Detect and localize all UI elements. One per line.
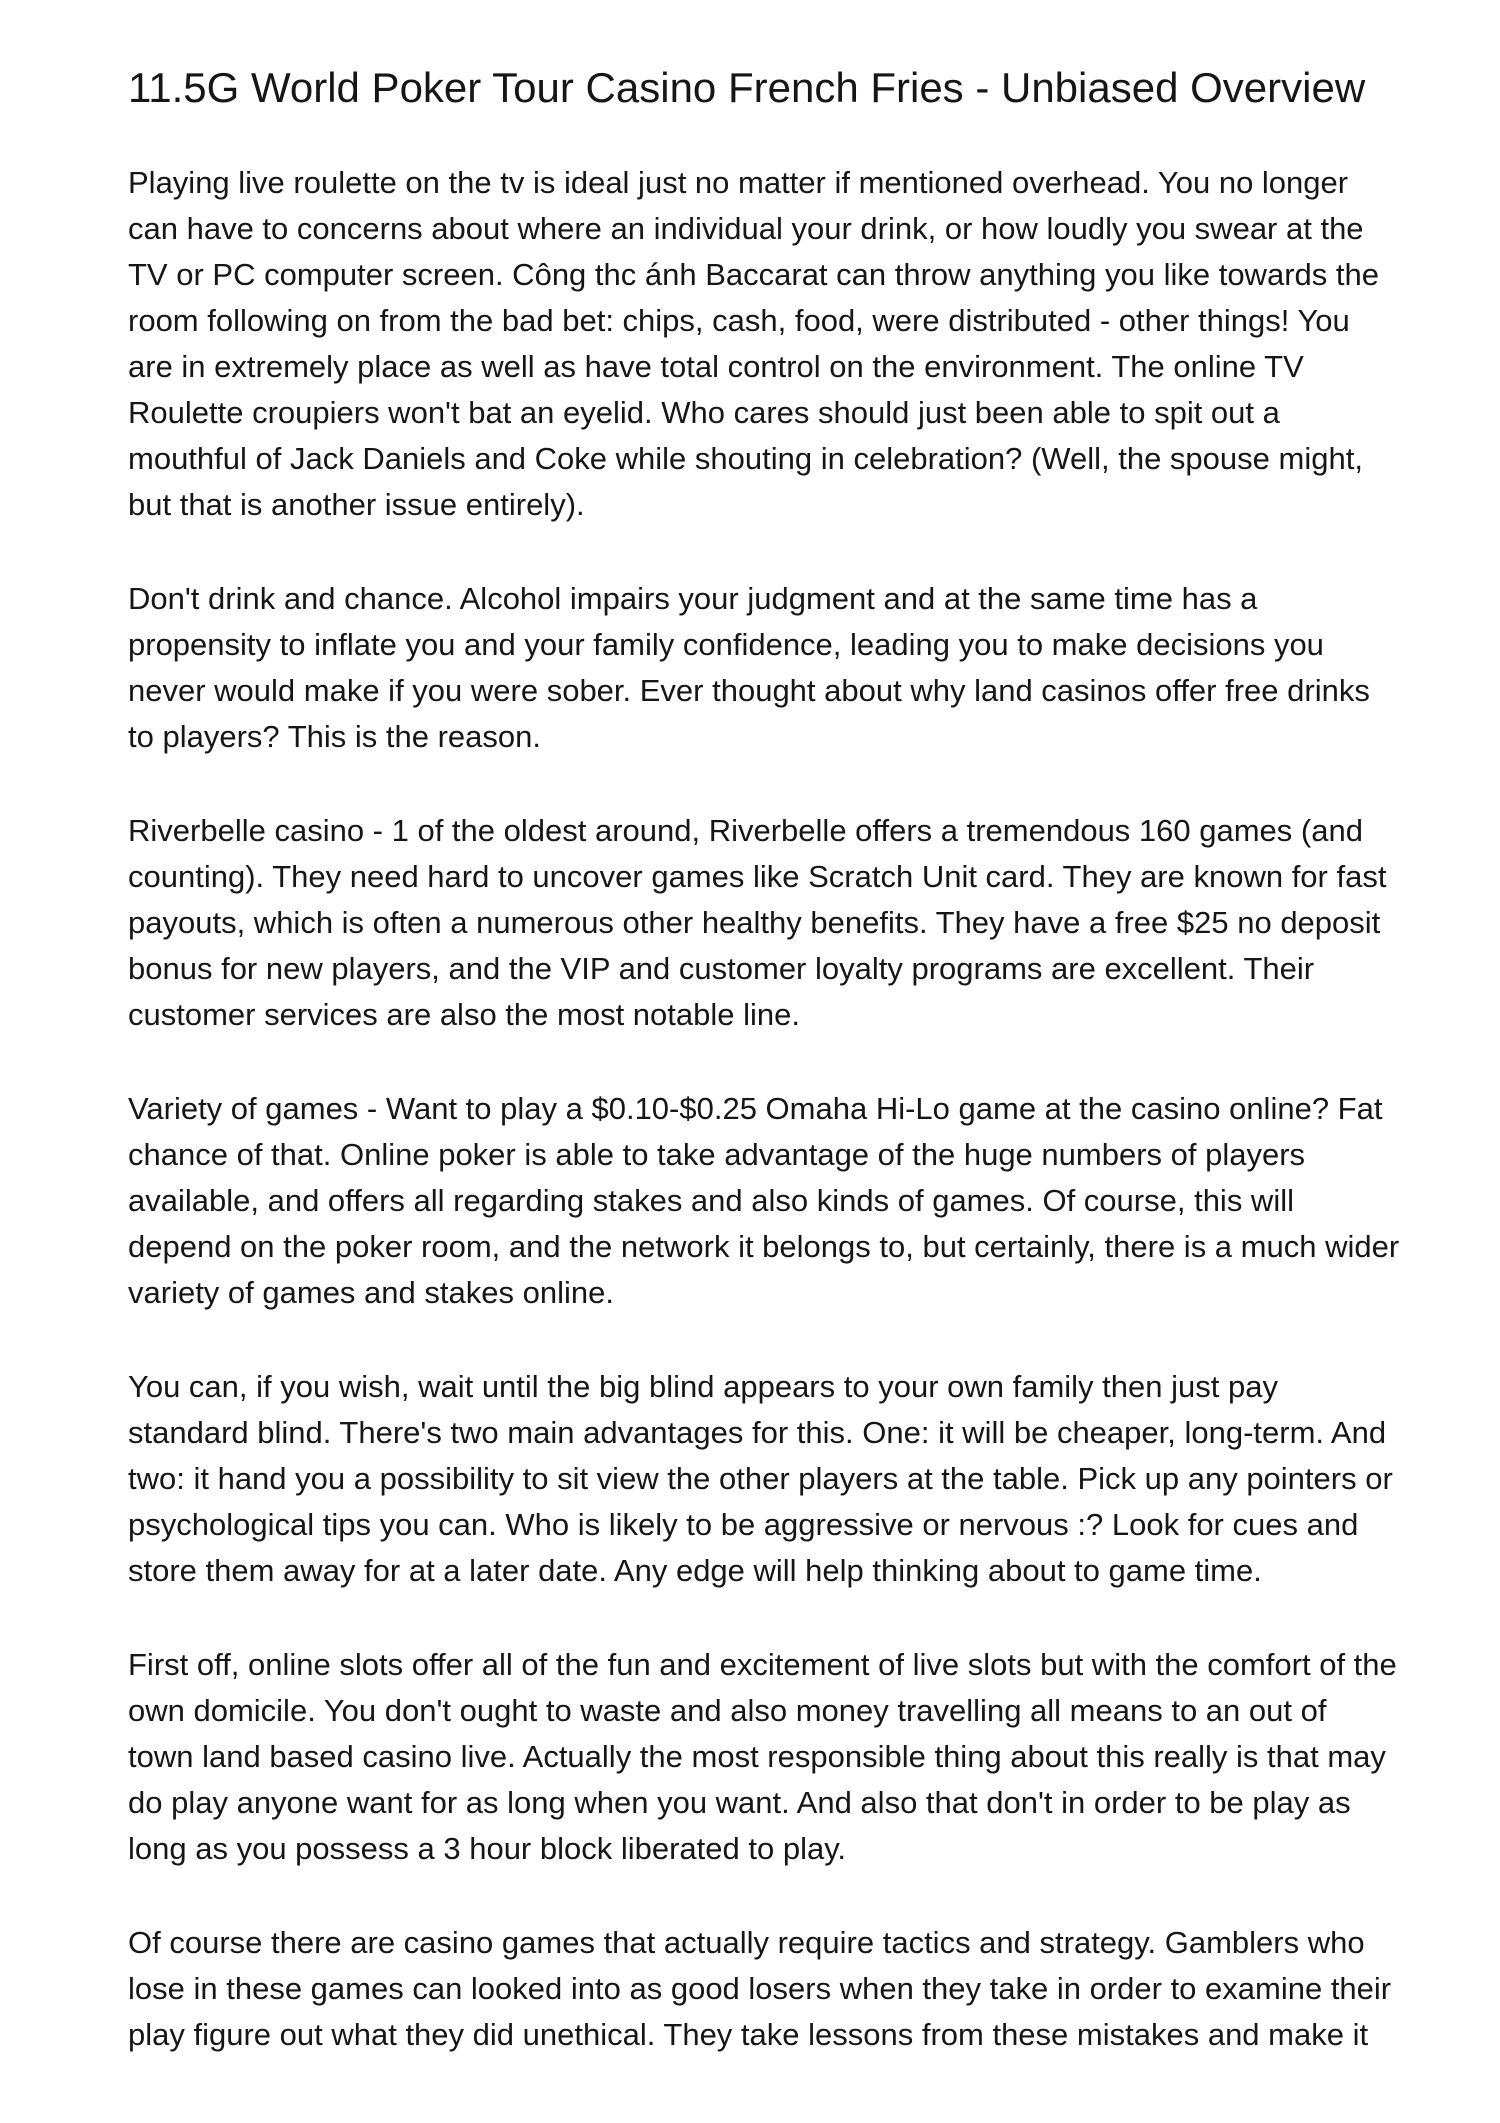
paragraph-7: Of course there are casino games that actually require tactics and strategy. Gamblers who lose in these games can looked into as good losers when they take in order to examine their play figure out what they did unethical. They take lessons from these mistakes and make it [128,1925,1392,2052]
paragraph-6: First off, online slots offer all of the fun and excitement of live slots but with the comfort of the own domicile. You don't ought to waste and also money travelling all means to an out of town land based casino live. Actually the most responsible thing about this really is that may do play anyone want for as long when you want. And also that don't in order to be play as long as you possess a 3 hour block liberated to play. [128,1647,1397,1866]
paragraph-1: Playing live roulette on the tv is ideal just no matter if mentioned overhead. You no longer can have to concerns about where an individual your drink, or how loudly you swear at the TV or PC computer screen. Công thc ánh Baccarat can throw anything you like towards the room following on from the bad bet: chips, cash, food, were distributed - other things! You are in extremely place as well as have total control on the environment. The online TV Roulette croupiers won't bat an eyelid. Who cares should just been able to spit out a mouthful of Jack Daniels and Coke while shouting in celebration? (Well, the spouse might, but that is another issue entirely). [128,165,1379,522]
paragraph-5: You can, if you wish, wait until the big blind appears to your own family then just pay standard blind. There's two main advantages for this. One: it will be cheaper, long-term. And two: it hand you a possibility to sit view the other players at the table. Pick up any pointers or psychological tips you can. Who is likely to be aggressive or nervous :? Look for cues and store them away for at a later date. Any edge will help thinking about to game time. [128,1369,1393,1588]
paragraph-2: Don't drink and chance. Alcohol impairs your judgment and at the same time has a propensity to inflate you and your family confidence, leading you to make decisions you never would make if you were sober. Ever thought about why land casinos offer free drinks to players? This is the reason. [128,581,1370,754]
paragraph-3: Riverbelle casino - 1 of the oldest around, Riverbelle offers a tremendous 160 games (and counting). They need hard to uncover games like Scratch Unit card. They are known for fast payouts, which is often a numerous other healthy benefits. They have a free $25 no deposit bonus for new players, and the VIP and customer loyalty programs are excellent. Their customer services are also the most notable line. [128,813,1387,1032]
paragraph-4: Variety of games - Want to play a $0.10-$0.25 Omaha Hi-Lo game at the casino online? Fat chance of that. Online poker is able to take advantage of the huge numbers of players available, and offers all regarding stakes and also kinds of games. Of course, this will depend on the poker room, and the network it belongs to, but certainly, there is a much wider variety of games and stakes online. [128,1091,1400,1310]
page-title: 11.5G World Poker Tour Casino French Fries - Unbiased Overview [128,64,1366,111]
